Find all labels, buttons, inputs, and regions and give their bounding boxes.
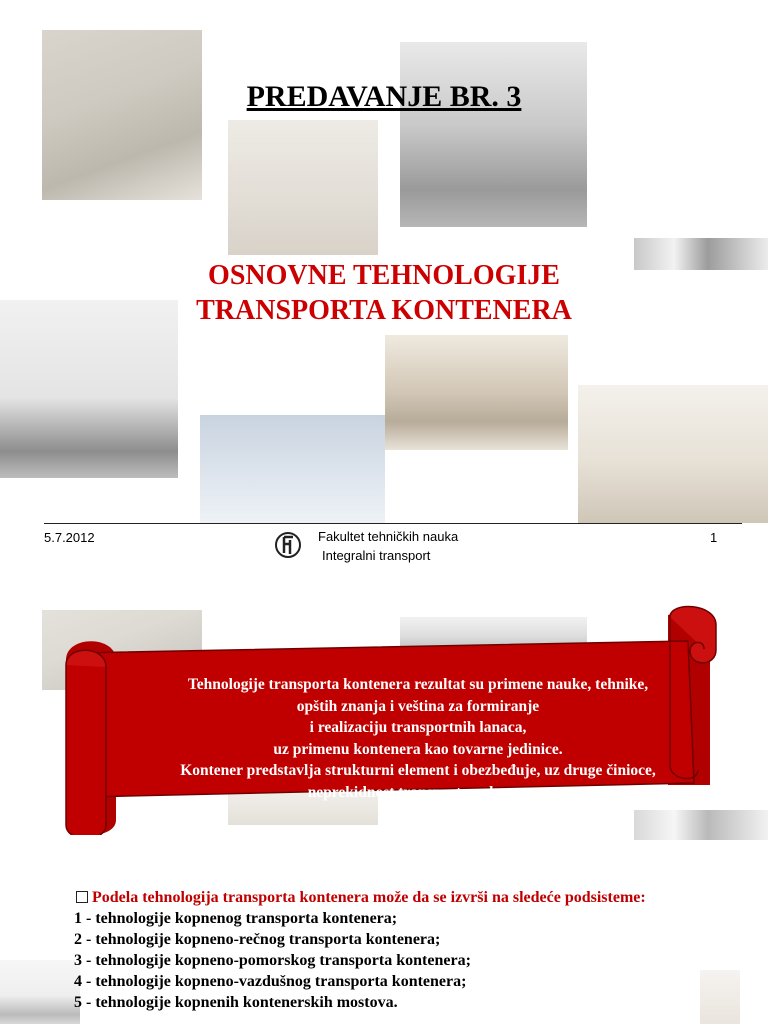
list-item: 2 - tehnologije kopneno-rečnog transporta kontenera; xyxy=(74,931,441,948)
lecture-title: PREDAVANJE BR. 3 xyxy=(246,80,522,113)
subtitle-line-2: TRANSPORTA KONTENERA xyxy=(196,295,572,326)
checkbox-bullet-icon xyxy=(76,891,88,903)
footer-institution xyxy=(274,529,494,569)
lecture-subtitle xyxy=(0,258,768,328)
ship-photo xyxy=(42,30,202,200)
banner-line: i realizaciju transportnih lanaca, xyxy=(309,719,527,736)
slide-2 xyxy=(0,585,768,1024)
subsystem-list xyxy=(74,887,746,1013)
definition-banner xyxy=(58,605,718,835)
list-heading xyxy=(76,887,746,908)
train-photo xyxy=(385,335,568,450)
airplane-top-photo xyxy=(200,415,385,523)
footer-date: 5.7.2012 xyxy=(44,530,95,545)
banner-line: Kontener predstavlja strukturni element i obezbeđuje, uz druge činioce, xyxy=(180,762,656,779)
list-item: 5 - tehnologije kopnenih kontenerskih mostova. xyxy=(74,994,398,1011)
landscape-photo xyxy=(578,385,768,523)
list-item: 1 - tehnologije kopnenog transporta kontenera; xyxy=(74,910,398,927)
subtitle-line-1: OSNOVNE TEHNOLOGIJE xyxy=(208,260,560,291)
truck-photo xyxy=(400,42,587,227)
banner-line: opštih znanja i veština za formiranje xyxy=(296,697,540,715)
banner-line: neprekidnost transportnog lanca. xyxy=(307,783,529,801)
department-name: Integralni transport xyxy=(322,548,431,563)
airplane-photo-faded xyxy=(0,960,80,1024)
footer-divider xyxy=(44,523,742,524)
banner-text xyxy=(128,674,708,803)
banner-line: uz primenu kontenera kao tovarne jedinice. xyxy=(273,740,563,758)
faculty-logo-icon xyxy=(274,531,302,559)
page-number: 1 xyxy=(710,530,718,545)
list-heading-text: Podela tehnologija transporta kontenera može da se izvrši na sledeće podsisteme: xyxy=(92,889,646,906)
list-item: 4 - tehnologije kopneno-vazdušnog transporta kontenera; xyxy=(74,973,467,990)
banner-line: Tehnologije transporta kontenera rezultat su primene nauke, tehnike, xyxy=(187,676,649,693)
crane-photo xyxy=(228,120,378,255)
list-item: 3 - tehnologije kopneno-pomorskog transporta kontenera; xyxy=(74,952,471,969)
institution-name: Fakultet tehničkih nauka xyxy=(318,529,459,544)
